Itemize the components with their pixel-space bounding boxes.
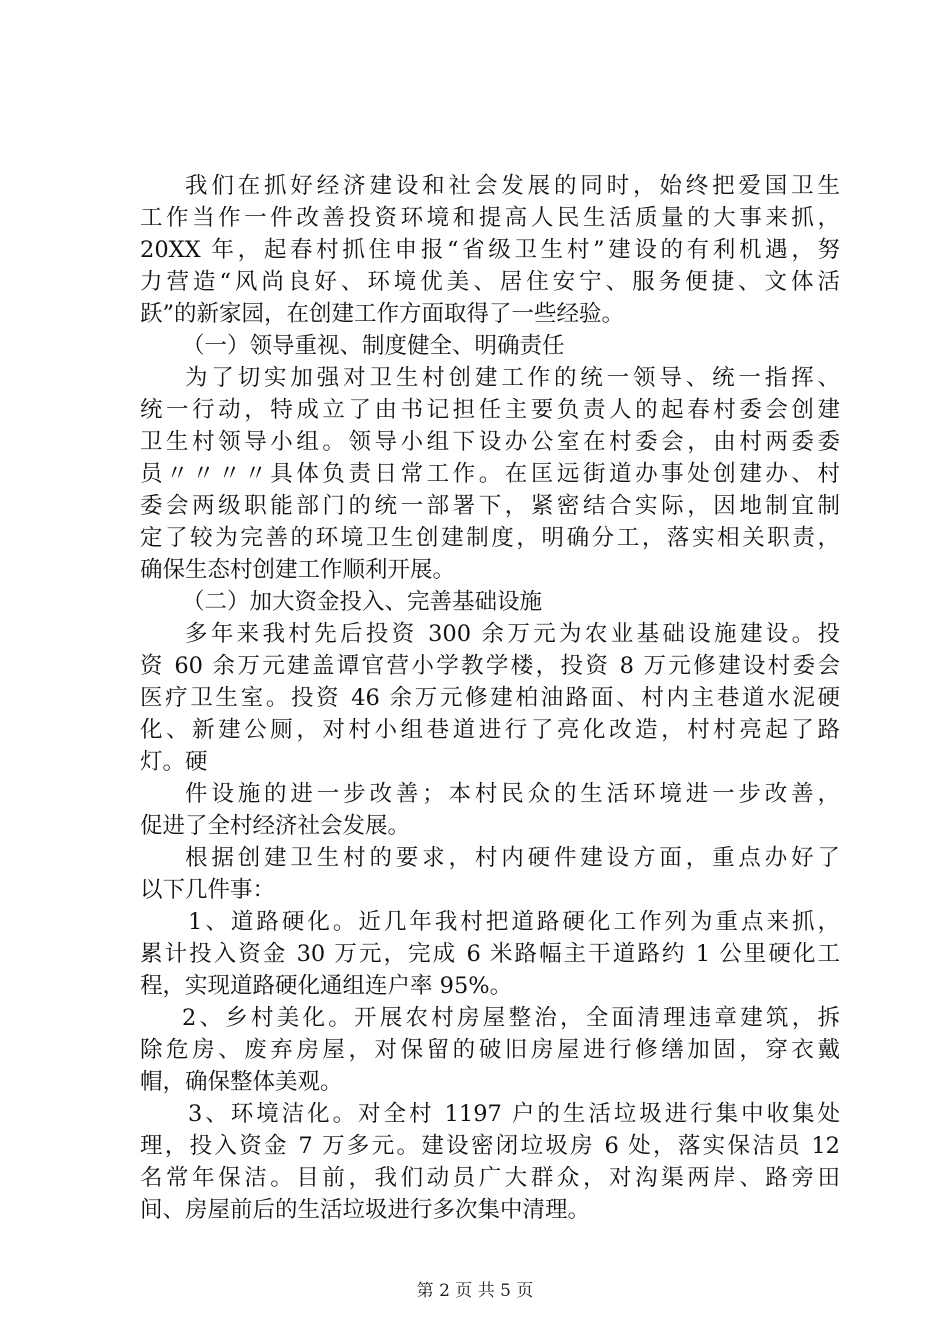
text-line: 多年来我村先后投资 300 余万元为农业基础设施建设。投 [185, 621, 840, 647]
section-heading: （二）加大资金投入、完善基础设施 [182, 589, 543, 615]
text-line: 员〃〃〃〃具体负责日常工作。在匡远街道办事处创建办、村 [140, 461, 840, 487]
text-line: 20XX 年，起春村抓住申报“省级卫生村”建设的有利机遇，努 [140, 237, 840, 263]
text-line: 理，投入资金 7 万多元。建设密闭垃圾房 6 处，落实保洁员 12 [140, 1133, 840, 1159]
list-item-1: 1、道路硬化。近几年我村把道路硬化工作列为重点来抓， [188, 909, 840, 935]
text-line: 委会两级职能部门的统一部署下，紧密结合实际，因地制宜制 [140, 493, 840, 519]
text-line: 件设施的进一步改善；本村民众的生活环境进一步改善， [185, 781, 840, 807]
text-line: 为了切实加强对卫生村创建工作的统一领导、统一指挥、 [185, 365, 840, 391]
text-line: 间、房屋前后的生活垃圾进行多次集中清理。 [140, 1197, 591, 1223]
document-body [140, 170, 840, 1226]
list-item-2: 2、乡村美化。开展农村房屋整治，全面清理违章建筑，拆 [182, 1005, 840, 1031]
text-line: 累计投入资金 30 万元，完成 6 米路幅主干道路约 1 公里硬化工 [140, 941, 840, 967]
text-line: 定了较为完善的环境卫生创建制度，明确分工，落实相关职责， [140, 525, 840, 551]
text-line: 工作当作一件改善投资环境和提高人民生活质量的大事来抓， [140, 205, 840, 231]
text-line: 卫生村领导小组。领导小组下设办公室在村委会，由村两委委 [140, 429, 840, 455]
text-line: 名常年保洁。目前，我们动员广大群众，对沟渠两岸、路旁田 [140, 1165, 840, 1191]
list-item-3: 3、环境洁化。对全村 1197 户的生活垃圾进行集中收集处 [188, 1101, 840, 1127]
text-line: 跃”的新家园，在创建工作方面取得了一些经验。 [140, 301, 625, 327]
text-line: 程，实现道路硬化通组连户率 95%。 [140, 973, 513, 999]
text-line: 确保生态村创建工作顺利开展。 [140, 557, 456, 583]
section-heading: （一）领导重视、制度健全、明确责任 [182, 333, 565, 359]
text-line: 根据创建卫生村的要求，村内硬件建设方面，重点办好了 [185, 845, 840, 871]
text-line: 资 60 余万元建盖谭官营小学教学楼，投资 8 万元修建设村委会 [140, 653, 840, 679]
text-line: 除危房、废弃房屋，对保留的破旧房屋进行修缮加固，穿衣戴 [140, 1037, 840, 1063]
text-line: 灯。硬 [140, 749, 208, 775]
text-line: 化、新建公厕，对村小组巷道进行了亮化改造，村村亮起了路 [140, 717, 840, 743]
text-line: 以下几件事： [140, 877, 276, 903]
text-line: 医疗卫生室。投资 46 余万元修建柏油路面、村内主巷道水泥硬 [140, 685, 840, 711]
text-line: 统一行动，特成立了由书记担任主要负责人的起春村委会创建 [140, 397, 840, 423]
text-line: 力营造“风尚良好、环境优美、居住安宁、服务便捷、文体活 [140, 269, 840, 295]
text-line: 促进了全村经济社会发展。 [140, 813, 411, 839]
text-line: 我们在抓好经济建设和社会发展的同时，始终把爱国卫生 [185, 173, 840, 199]
text-line: 帽，确保整体美观。 [140, 1069, 343, 1095]
page-footer: 第 2 页 共 5 页 [416, 1281, 534, 1301]
